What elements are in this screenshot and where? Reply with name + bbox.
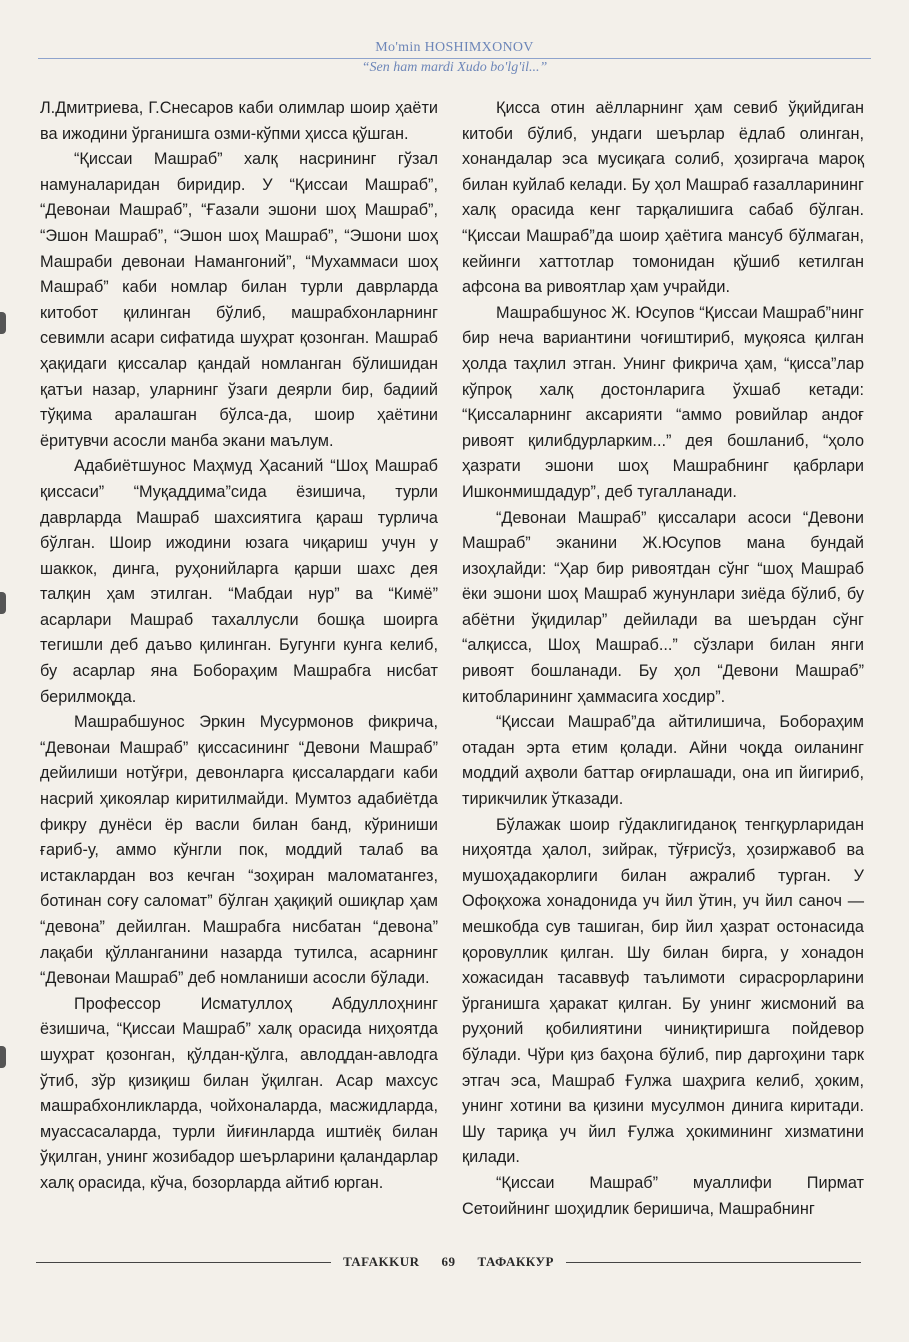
footer-rule-right <box>566 1262 861 1263</box>
paragraph: “Қиссаи Машраб” халқ насрининг гўзал намуналаридан биридир. У “Қиссаи Машраб”, “Девонаи Машраб”, “Ғазали эшони шоҳ Машраб”, “Эшон Машраб”, “Эшон шоҳ Машраб”, “Эшони шоҳ Машраби девонаи Намангоний”, “Мухаммаси шоҳ Машраб” каби номлар билан турли даврларда китобот қилинган бўлиб, машрабхонларнинг севимли асари сифатида шуҳрат қозонган. Машраб ҳақидаги қиссалар қандай номланган бўлишидан қатъи назар, уларнинг ўзаги деярли бир, бадиий тўқима аралашган бўлса-да, шоир ҳаётини ёритувчи асосли манба экани маълум. <box>40 150 438 450</box>
footer-rule-left <box>36 1262 331 1263</box>
paragraph: Профессор Исматуллоҳ Абдуллоҳнинг ёзишича, “Қиссаи Машраб” халқ орасида ниҳоятда шуҳрат қозонган, қўлдан-қўлга, авлоддан-авлодга ўтиб, зўр қизиқиш билан ўқилган. Асар махсус машрабхонликларда, чойхоналарда, масжидларда, муассасаларда, турли йиғинларда иштиёқ билан ўқилган, унинг жозибадор шеърларини қаландарлар халқ орасида, кўча, бозорларда айтиб юрган. <box>40 994 438 1192</box>
right-column <box>462 96 864 1222</box>
paragraph: Қисса отин аёлларнинг ҳам севиб ўқийдиган китоби бўлиб, ундаги шеърлар ёдлаб олинган, хонандалар эса мусиқага солиб, ҳозиргача мароқ билан куйлаб келади. Бу ҳол Машраб ғазалларининг халқ орасида кенг тарқалишига сабаб бўлган. “Қиссаи Машраб”да шоир ҳаётига мансуб бўлмаган, кейинги хаттотлар томонидан қўшиб кетилган афсона ва ривоятлар ҳам учрайди. <box>462 99 864 297</box>
binder-hole-mark <box>0 1046 6 1068</box>
header-subtitle: “Sen ham mardi Xudo bo'lg'il...” <box>361 60 548 75</box>
page-number: 69 <box>441 1254 456 1269</box>
header-divider <box>38 58 871 59</box>
paragraph: “Қиссаи Машраб” муаллифи Пирмат Сетоийнинг шоҳидлик беришича, Машрабнинг <box>462 1173 864 1218</box>
paragraph: Машрабшунос Эркин Мусурмонов фикрича, “Девонаи Машраб” қиссасининг “Девони Машраб” дейилиши нотўғри, девонларга қиссалардаги каби насрий ҳикоялар киритилмайди. Мумтоз адабиётда фикру дунёси ёр васли билан банд, кўриниши ғариб-у, аммо кўнгли пок, моддий талаб ва истаклардан воз кечган “зоҳиран маломатангез, ботинан соғу саломат” бўлган ҳақиқий ошиқлар ҳам “девона” дейилган. Машрабга нисбатан “девона” лақаби қўлланганини назарда тутилса, асарнинг “Девонаи Машраб” деб номланиши асосли бўлади. <box>40 713 438 988</box>
header-author: Mo'min HOSHIMXONOV <box>375 40 534 55</box>
paragraph: Бўлажак шоир гўдаклигиданоқ тенгқурларидан ниҳоятда ҳалол, зийрак, тўғрисўз, ҳозиржавоб ва мушоҳадакорлиги билан ажралиб турган. У Офоқхожа хонадонида уч йил ўтин, уч йил саноч — мешкобда сув ташиган, бир йил ҳазрат остонасида қоровуллик қилган. Шу билан бирга, у хонадон хожасидан тасаввуф таълимоти сирасрорларини ўрганишга ҳаракат қилган. Бу унинг жисмоний ва руҳоний қобилиятини чиниқтиришга пойдевор бўлади. Чўри қиз баҳона бўлиб, пир даргоҳини тарк этгач эса, Машраб Ғулжа шаҳрига келиб, ҳоким, унинг хотини ва қизини мусулмон динига киритади. Шу тариқа уч йил Ғулжа ҳокимининг хизматини қилади. <box>462 815 864 1167</box>
paragraph: “Қиссаи Машраб”да айтилишича, Бобораҳим отадан эрта етим қолади. Айни чоқда оиланинг моддий аҳволи баттар оғирлашади, она ип йигириб, тирикчилик ўтказади. <box>462 713 864 809</box>
binder-hole-mark <box>0 592 6 614</box>
page-footer <box>36 1254 861 1270</box>
left-column <box>40 96 438 1197</box>
footer-journal-cyrillic: ТАФАККУР <box>477 1254 554 1269</box>
paragraph: Л.Дмитриева, Г.Снесаров каби олимлар шоир ҳаёти ва ижодини ўрганишга озми-кўпми ҳисса қўшган. <box>40 99 438 143</box>
paragraph: “Девонаи Машраб” қиссалари асоси “Девони Машраб” эканини Ж.Юсупов мана бундай изоҳлайди: “Ҳар бир ривоятдан сўнг “шоҳ Машраб ёки эшони шоҳ Машраб жунунлари зиёда бўлиб, бу абётни ўқидилар” дейилади ва шеърдан сўнг “алқисса, Шоҳ Машраб...” сўзлари билан янги ривоят бошланади. Бу ҳол “Девони Машраб” китобларининг ҳаммасига хосдир”. <box>462 508 864 706</box>
footer-journal-latin: TAFAKKUR <box>343 1254 420 1269</box>
binder-hole-mark <box>0 312 6 334</box>
paragraph: Машрабшунос Ж. Юсупов “Қиссаи Машраб”нинг бир неча вариантини чоғиштириб, муқояса қилган ҳолда таҳлил этган. Унинг фикрича ҳам, “қисса”лар кўпроқ халқ достонларига ўхшаб кетади: “Қиссаларнинг аксарияти “аммо ровийлар андоғ ривоят қилибдурларким...” дея бошланиб, “ҳоло ҳазрати эшони шоҳ Машрабнинг қабрлари Ишконмишдадур”, деб тугалланади. <box>462 303 864 501</box>
paragraph: Адабиётшунос Маҳмуд Ҳасаний “Шоҳ Машраб қиссаси” “Муқаддима”сида ёзишича, турли даврларда Машраб шахсиятига қараш турлича бўлган. Шоир ижодини юзага чиқариш учун у шаккок, динга, руҳонийларга қарши шахс дея талқин ҳам этилган. “Мабдаи нур” ва “Кимё” асарлари Машраб тахаллусли бошқа шоирга тегишли деб даъво қилинган. Бугунги кунга келиб, бу асарлар яна Бобораҳим Машрабга нисбат берилмоқда. <box>40 457 438 706</box>
